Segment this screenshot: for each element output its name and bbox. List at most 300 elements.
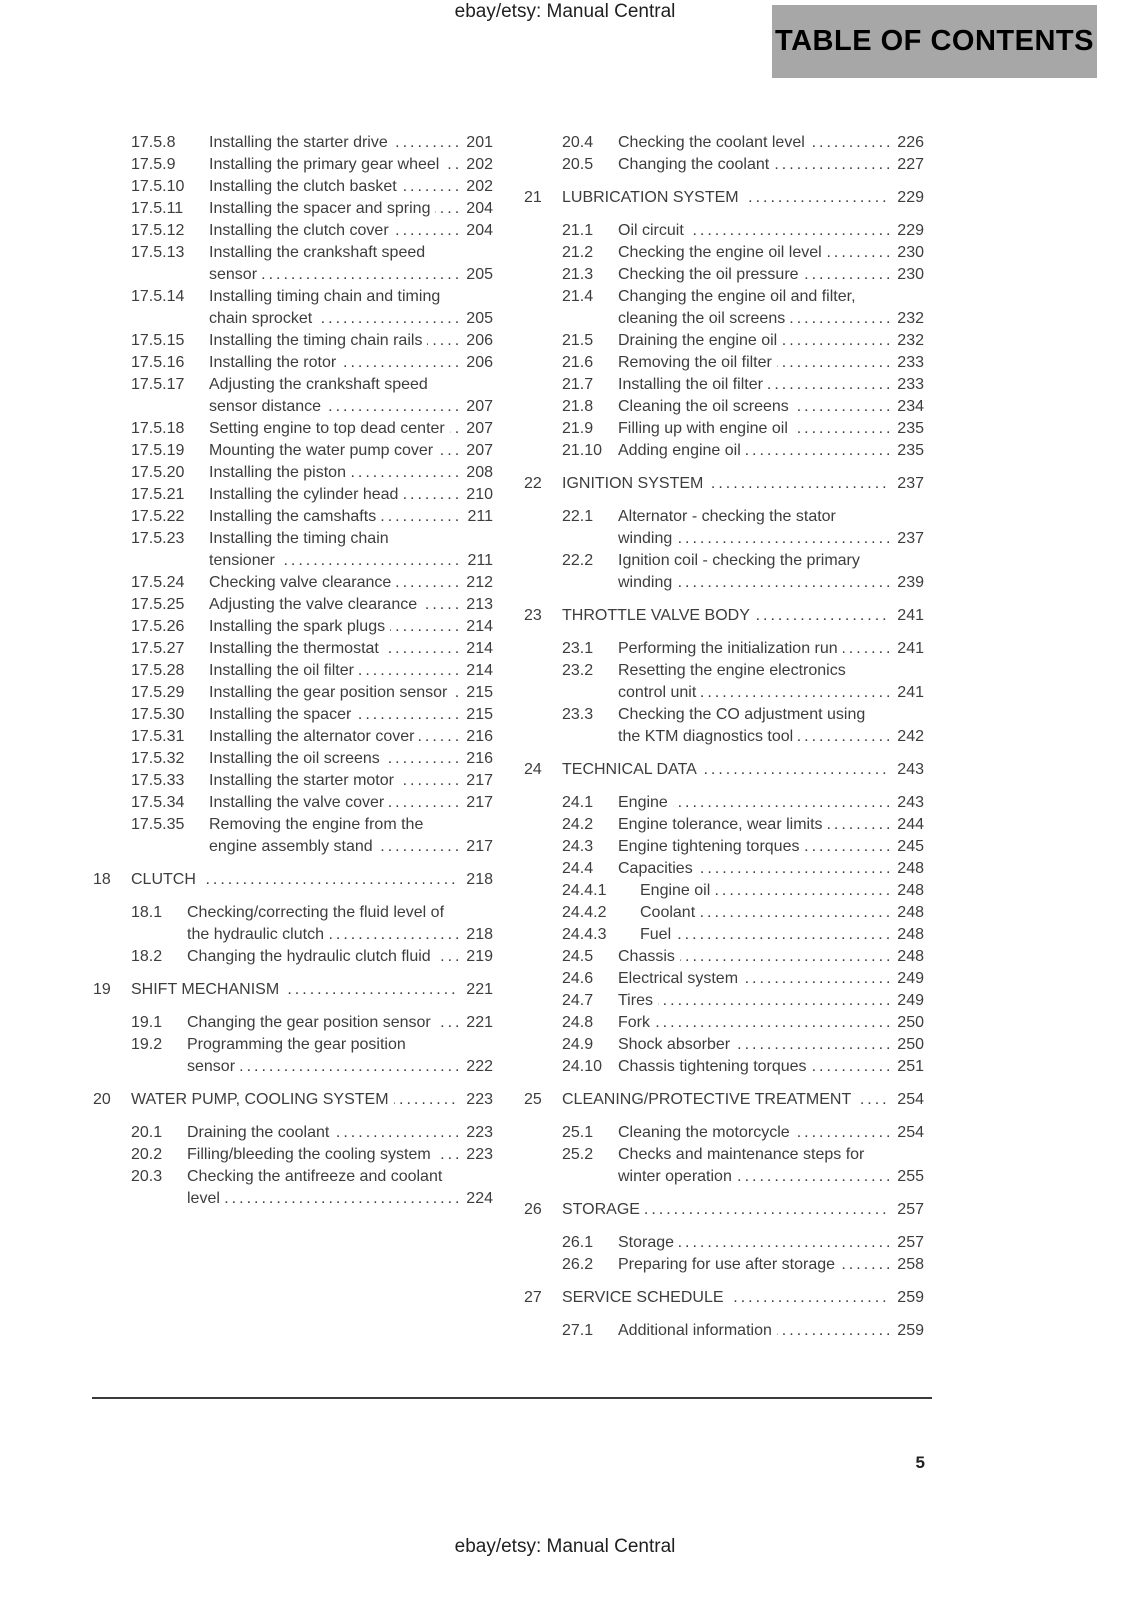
toc-entry-number: 20.3 — [131, 1168, 163, 1185]
toc-entry-leader — [618, 550, 890, 594]
toc-entry-leader — [187, 1166, 459, 1210]
toc-entry-leader — [209, 198, 459, 220]
toc-entry-title: Installing the crankshaft speed sensor — [209, 244, 426, 283]
toc-entry-title: Draining the coolant — [187, 1124, 334, 1141]
toc-entry-title: Setting engine to top dead center — [209, 420, 450, 437]
toc-entry-number: 17.5.24 — [131, 574, 185, 591]
toc-entry-row — [524, 220, 924, 242]
toc-entry-number: 21.2 — [562, 244, 594, 261]
toc-entry-page: 259 — [897, 1322, 924, 1339]
toc-entry-number: 21.8 — [562, 398, 594, 415]
toc-entry-number: 21.10 — [562, 442, 603, 459]
toc-entry-number: 24.2 — [562, 816, 594, 833]
toc-entry-number: 18 — [93, 871, 111, 888]
toc-entry-leader — [618, 286, 890, 330]
toc-entry-title: Fork — [618, 1014, 655, 1031]
toc-entry-title: Checking valve clearance — [209, 574, 396, 591]
toc-entry-page: 212 — [466, 574, 493, 591]
toc-entry-row — [93, 1166, 493, 1210]
toc-entry-page: 226 — [897, 134, 924, 151]
toc-entry-title: Engine tolerance, wear limits — [618, 816, 828, 833]
toc-entry-title: Checks and maintenance steps for winter operation — [618, 1146, 865, 1185]
toc-entry-leader — [187, 1122, 459, 1144]
toc-entry-number: 24.4.3 — [562, 926, 607, 943]
toc-entry-title: Installing the rotor — [209, 354, 341, 371]
toc-entry-page: 251 — [897, 1058, 924, 1075]
toc-entry-page: 216 — [466, 750, 493, 767]
toc-entry-page: 224 — [466, 1190, 493, 1207]
toc-entry-number: 21 — [524, 189, 542, 206]
toc-entry-number: 19.1 — [131, 1014, 163, 1031]
toc-entry-leader — [187, 902, 459, 946]
toc-entry-leader — [209, 154, 459, 176]
toc-entry-leader — [131, 869, 459, 891]
toc-entry-title: Installing the primary gear wheel — [209, 156, 444, 173]
toc-entry-leader — [618, 638, 890, 660]
toc-entry-page: 254 — [897, 1091, 924, 1108]
toc-entry-page: 249 — [897, 992, 924, 1009]
toc-entry-leader — [640, 880, 890, 902]
toc-entry-leader — [618, 264, 890, 286]
toc-entry-number: 17.5.19 — [131, 442, 185, 459]
toc-entry-page: 205 — [466, 266, 493, 283]
toc-entry-number: 17.5.23 — [131, 530, 185, 547]
toc-entry-leader — [562, 187, 890, 209]
toc-entry-number: 21.5 — [562, 332, 594, 349]
toc-body — [93, 132, 924, 1342]
toc-entry-title: Ignition coil - checking the primary winding — [618, 552, 860, 591]
toc-entry-page: 207 — [466, 420, 493, 437]
toc-entry-page: 229 — [897, 189, 924, 206]
toc-entry-row — [93, 506, 493, 528]
toc-entry-page: 243 — [897, 794, 924, 811]
toc-entry-number: 20.1 — [131, 1124, 163, 1141]
toc-entry-page: 214 — [466, 662, 493, 679]
toc-entry-title: Changing the engine oil and filter, cleaning the oil screens — [618, 288, 856, 327]
toc-entry-number: 23.1 — [562, 640, 594, 657]
toc-entry-page: 215 — [466, 706, 493, 723]
toc-entry-page: 248 — [897, 948, 924, 965]
toc-entry-page: 259 — [897, 1289, 924, 1306]
toc-entry-number: 17.5.20 — [131, 464, 185, 481]
toc-entry-number: 24.3 — [562, 838, 594, 855]
toc-entry-row — [524, 374, 924, 396]
toc-entry-row — [524, 638, 924, 660]
toc-entry-number: 23 — [524, 607, 542, 624]
toc-entry-row — [93, 1144, 493, 1166]
toc-entry-number: 23.2 — [562, 662, 594, 679]
toc-entry-number: 17.5.9 — [131, 156, 176, 173]
toc-entry-number: 20 — [93, 1091, 111, 1108]
toc-entry-leader — [618, 1056, 890, 1078]
toc-entry-row — [524, 352, 924, 374]
toc-entry-row — [524, 1034, 924, 1056]
toc-entry-title: Adding engine oil — [618, 442, 746, 459]
toc-entry-leader — [618, 220, 890, 242]
toc-entry-title: Changing the hydraulic clutch fluid — [187, 948, 436, 965]
toc-entry-title: Installing the oil filter — [618, 376, 768, 393]
toc-entry-number: 27.1 — [562, 1322, 594, 1339]
toc-entry-row — [93, 154, 493, 176]
toc-entry-leader — [618, 946, 890, 968]
toc-entry-title: Checking/correcting the fluid level of the hydraulic clutch — [187, 904, 445, 943]
toc-entry-number: 21.1 — [562, 222, 594, 239]
toc-entry-page: 218 — [466, 871, 493, 888]
toc-entry-title: Checking the CO adjustment using the KTM diagnostics tool — [618, 706, 866, 745]
toc-entry-number: 24.4 — [562, 860, 594, 877]
toc-entry-page: 221 — [466, 1014, 493, 1031]
toc-entry-number: 17.5.34 — [131, 794, 185, 811]
toc-entry-row — [524, 902, 924, 924]
toc-entry-title: Installing the cylinder head — [209, 486, 403, 503]
toc-entry-number: 24.7 — [562, 992, 594, 1009]
toc-entry-title: Installing the clutch cover — [209, 222, 394, 239]
toc-chapter-row — [524, 759, 924, 781]
toc-entry-number: 24.8 — [562, 1014, 594, 1031]
toc-entry-leader — [618, 440, 890, 462]
toc-entry-number: 21.9 — [562, 420, 594, 437]
toc-entry-title: Capacities — [618, 860, 698, 877]
toc-entry-leader — [618, 704, 890, 748]
toc-entry-row — [93, 1034, 493, 1078]
toc-entry-title: CLUTCH — [131, 871, 201, 888]
toc-entry-page: 235 — [897, 442, 924, 459]
toc-entry-number: 17.5.17 — [131, 376, 185, 393]
toc-entry-row — [93, 704, 493, 726]
toc-entry-number: 17.5.26 — [131, 618, 185, 635]
toc-entry-title: LUBRICATION SYSTEM — [562, 189, 744, 206]
toc-entry-row — [524, 1320, 924, 1342]
toc-entry-page: 201 — [466, 134, 493, 151]
toc-entry-leader — [209, 374, 459, 418]
toc-entry-page: 234 — [897, 398, 924, 415]
toc-entry-number: 26 — [524, 1201, 542, 1218]
toc-entry-row — [93, 440, 493, 462]
toc-entry-leader — [209, 814, 459, 858]
toc-entry-leader — [209, 704, 459, 726]
toc-entry-page: 230 — [897, 266, 924, 283]
toc-entry-row — [93, 594, 493, 616]
toc-entry-row — [93, 616, 493, 638]
toc-entry-leader — [209, 176, 459, 198]
toc-entry-title: Installing the oil filter — [209, 662, 359, 679]
toc-entry-number: 24.4.2 — [562, 904, 607, 921]
toc-entry-title: Installing the piston — [209, 464, 351, 481]
toc-entry-leader — [209, 440, 459, 462]
toc-entry-page: 255 — [897, 1168, 924, 1185]
toc-entry-title: Installing the starter drive — [209, 134, 393, 151]
toc-entry-leader — [209, 638, 459, 660]
toc-entry-title: Resetting the engine electronics control unit — [618, 662, 846, 701]
toc-entry-row — [93, 1012, 493, 1034]
toc-entry-title: Removing the oil filter — [618, 354, 777, 371]
toc-entry-leader — [209, 242, 459, 286]
toc-entry-title: Cleaning the motorcycle — [618, 1124, 795, 1141]
toc-entry-row — [524, 396, 924, 418]
toc-entry-leader — [618, 858, 890, 880]
toc-entry-number: 20.4 — [562, 134, 594, 151]
toc-entry-leader — [618, 374, 890, 396]
toc-entry-page: 204 — [466, 200, 493, 217]
toc-entry-title: Checking the engine oil level — [618, 244, 827, 261]
toc-entry-row — [524, 440, 924, 462]
toc-entry-page: 248 — [897, 904, 924, 921]
toc-entry-title: Additional information — [618, 1322, 777, 1339]
toc-entry-number: 21.7 — [562, 376, 594, 393]
toc-entry-title: Installing the camshafts — [209, 508, 381, 525]
toc-entry-row — [93, 528, 493, 572]
toc-entry-page: 208 — [466, 464, 493, 481]
toc-entry-row — [93, 374, 493, 418]
toc-entry-title: TECHNICAL DATA — [562, 761, 702, 778]
toc-entry-row — [93, 814, 493, 858]
toc-entry-row — [524, 286, 924, 330]
toc-entry-number: 22.2 — [562, 552, 594, 569]
toc-entry-page: 237 — [897, 530, 924, 547]
toc-entry-page: 257 — [897, 1201, 924, 1218]
toc-entry-page: 223 — [466, 1091, 493, 1108]
toc-entry-title: WATER PUMP, COOLING SYSTEM — [131, 1091, 394, 1108]
toc-entry-title: Storage — [618, 1234, 679, 1251]
toc-entry-row — [93, 638, 493, 660]
toc-entry-row — [524, 418, 924, 440]
toc-entry-row — [93, 286, 493, 330]
toc-entry-title: Installing the spacer — [209, 706, 356, 723]
toc-entry-row — [524, 1232, 924, 1254]
toc-entry-leader — [209, 286, 459, 330]
toc-entry-page: 217 — [466, 772, 493, 789]
toc-entry-title: THROTTLE VALVE BODY — [562, 607, 755, 624]
toc-entry-title: CLEANING/PROTECTIVE TREATMENT — [562, 1091, 856, 1108]
toc-entry-leader — [187, 1034, 459, 1078]
toc-entry-page: 241 — [897, 640, 924, 657]
toc-entry-leader — [618, 1254, 890, 1276]
toc-entry-title: Performing the initialization run — [618, 640, 843, 657]
toc-entry-page: 232 — [897, 332, 924, 349]
toc-entry-number: 17.5.25 — [131, 596, 185, 613]
toc-entry-number: 22 — [524, 475, 542, 492]
toc-entry-leader — [209, 616, 459, 638]
toc-entry-title: Adjusting the valve clearance — [209, 596, 422, 613]
toc-entry-number: 24 — [524, 761, 542, 778]
toc-entry-page: 257 — [897, 1234, 924, 1251]
toc-entry-number: 17.5.32 — [131, 750, 185, 767]
toc-entry-number: 17.5.8 — [131, 134, 176, 151]
toc-entry-row — [93, 946, 493, 968]
toc-entry-leader — [618, 242, 890, 264]
toc-entry-title: Electrical system — [618, 970, 743, 987]
toc-entry-title: Fuel — [640, 926, 676, 943]
toc-entry-page: 258 — [897, 1256, 924, 1273]
toc-entry-number: 17.5.27 — [131, 640, 185, 657]
toc-entry-title: Installing the spacer and spring — [209, 200, 435, 217]
toc-entry-leader — [618, 792, 890, 814]
toc-entry-row — [524, 1122, 924, 1144]
toc-entry-leader — [618, 1012, 890, 1034]
toc-entry-leader — [209, 462, 459, 484]
toc-entry-row — [524, 154, 924, 176]
toc-entry-row — [524, 968, 924, 990]
toc-entry-page: 241 — [897, 684, 924, 701]
toc-entry-page: 244 — [897, 816, 924, 833]
toc-entry-row — [93, 484, 493, 506]
toc-entry-title: Filling/bleeding the cooling system — [187, 1146, 436, 1163]
toc-entry-leader — [618, 132, 890, 154]
toc-entry-row — [524, 1056, 924, 1078]
toc-entry-leader — [209, 682, 459, 704]
toc-entry-row — [524, 946, 924, 968]
toc-entry-leader — [618, 660, 890, 704]
toc-entry-row — [524, 660, 924, 704]
toc-entry-row — [524, 858, 924, 880]
toc-entry-number: 17.5.10 — [131, 178, 185, 195]
toc-entry-title: Engine — [618, 794, 673, 811]
toc-entry-page: 221 — [466, 981, 493, 998]
toc-entry-number: 24.6 — [562, 970, 594, 987]
toc-entry-page: 242 — [897, 728, 924, 745]
toc-entry-title: Installing the starter motor — [209, 772, 399, 789]
toc-entry-leader — [187, 1012, 459, 1034]
toc-chapter-row — [524, 187, 924, 209]
toc-entry-leader — [562, 1287, 890, 1309]
toc-entry-row — [524, 924, 924, 946]
toc-entry-leader — [209, 594, 459, 616]
toc-entry-number: 25.1 — [562, 1124, 594, 1141]
toc-chapter-row — [524, 605, 924, 627]
toc-entry-title: Installing timing chain and timing chain sprocket — [209, 288, 441, 327]
toc-entry-leader — [562, 1089, 890, 1111]
toc-entry-leader — [209, 330, 459, 352]
toc-entry-leader — [209, 352, 459, 374]
toc-entry-title: Chassis tightening torques — [618, 1058, 812, 1075]
toc-entry-leader — [562, 1199, 890, 1221]
toc-entry-leader — [618, 418, 890, 440]
toc-entry-page: 215 — [466, 684, 493, 701]
toc-entry-page: 223 — [466, 1124, 493, 1141]
toc-entry-page: 214 — [466, 618, 493, 635]
toc-entry-number: 17.5.28 — [131, 662, 185, 679]
toc-entry-title: Installing the clutch basket — [209, 178, 402, 195]
toc-entry-number: 17.5.35 — [131, 816, 185, 833]
toc-entry-title: SHIFT MECHANISM — [131, 981, 284, 998]
toc-entry-row — [93, 132, 493, 154]
toc-entry-leader — [131, 1089, 459, 1111]
toc-entry-page: 217 — [466, 838, 493, 855]
toc-entry-row — [524, 792, 924, 814]
toc-entry-title: Shock absorber — [618, 1036, 735, 1053]
toc-entry-leader — [209, 528, 460, 572]
toc-chapter-row — [93, 1089, 493, 1111]
toc-entry-leader — [618, 154, 890, 176]
toc-entry-title: Installing the gear position sensor — [209, 684, 452, 701]
toc-entry-title: Adjusting the crankshaft speed sensor distance — [209, 376, 428, 415]
toc-entry-row — [93, 682, 493, 704]
toc-entry-leader — [618, 330, 890, 352]
toc-entry-title: Changing the coolant — [618, 156, 774, 173]
toc-entry-page: 248 — [897, 882, 924, 899]
toc-entry-leader — [618, 990, 890, 1012]
toc-entry-page: 241 — [897, 607, 924, 624]
toc-entry-title: Removing the engine from the engine assembly stand — [209, 816, 424, 855]
toc-entry-number: 23.3 — [562, 706, 594, 723]
toc-entry-number: 17.5.12 — [131, 222, 185, 239]
toc-entry-page: 213 — [466, 596, 493, 613]
toc-entry-page: 250 — [897, 1014, 924, 1031]
toc-entry-leader — [209, 220, 459, 242]
toc-entry-row — [93, 726, 493, 748]
toc-entry-leader — [640, 924, 890, 946]
toc-entry-leader — [562, 605, 890, 627]
toc-entry-number: 21.6 — [562, 354, 594, 371]
toc-entry-title: Coolant — [640, 904, 700, 921]
toc-entry-leader — [618, 814, 890, 836]
toc-entry-page: 219 — [466, 948, 493, 965]
toc-entry-row — [524, 880, 924, 902]
toc-entry-number: 17.5.22 — [131, 508, 185, 525]
toc-entry-leader — [618, 1232, 890, 1254]
toc-chapter-row — [93, 979, 493, 1001]
toc-entry-page: 202 — [466, 178, 493, 195]
toc-entry-page: 233 — [897, 376, 924, 393]
toc-entry-title: Draining the engine oil — [618, 332, 782, 349]
toc-chapter-row — [93, 869, 493, 891]
toc-entry-page: 216 — [466, 728, 493, 745]
toc-chapter-row — [524, 473, 924, 495]
toc-entry-row — [524, 1254, 924, 1276]
toc-entry-title: Tires — [618, 992, 658, 1009]
toc-entry-row — [524, 814, 924, 836]
toc-entry-number: 17.5.29 — [131, 684, 185, 701]
toc-entry-leader — [187, 946, 459, 968]
toc-entry-page: 202 — [466, 156, 493, 173]
toc-entry-page: 204 — [466, 222, 493, 239]
toc-chapter-row — [524, 1199, 924, 1221]
toc-entry-leader — [618, 396, 890, 418]
toc-entry-page: 211 — [467, 508, 493, 525]
toc-entry-row — [524, 1012, 924, 1034]
toc-entry-leader — [618, 1144, 890, 1188]
toc-entry-number: 17.5.11 — [131, 200, 184, 217]
toc-entry-number: 24.9 — [562, 1036, 594, 1053]
toc-entry-number: 24.4.1 — [562, 882, 607, 899]
toc-entry-row — [93, 220, 493, 242]
toc-entry-leader — [562, 759, 890, 781]
toc-entry-leader — [209, 748, 459, 770]
toc-column-left — [93, 132, 493, 1342]
toc-entry-leader — [618, 836, 890, 858]
toc-entry-title: Installing the valve cover — [209, 794, 389, 811]
toc-entry-title: Cleaning the oil screens — [618, 398, 794, 415]
toc-entry-page: 239 — [897, 574, 924, 591]
toc-entry-title: Checking the oil pressure — [618, 266, 804, 283]
toc-entry-leader — [618, 506, 890, 550]
toc-entry-title: Checking the antifreeze and coolant level — [187, 1168, 443, 1207]
toc-entry-row — [524, 264, 924, 286]
toc-entry-page: 206 — [466, 354, 493, 371]
toc-entry-page: 235 — [897, 420, 924, 437]
toc-entry-title: Alternator - checking the stator winding — [618, 508, 836, 547]
toc-entry-page: 248 — [897, 860, 924, 877]
toc-entry-page: 210 — [466, 486, 493, 503]
toc-chapter-row — [524, 1287, 924, 1309]
toc-entry-number: 17.5.16 — [131, 354, 185, 371]
toc-entry-row — [524, 836, 924, 858]
toc-entry-page: 237 — [897, 475, 924, 492]
toc-entry-row — [524, 990, 924, 1012]
toc-entry-leader — [131, 979, 459, 1001]
toc-entry-page: 245 — [897, 838, 924, 855]
toc-entry-row — [93, 242, 493, 286]
